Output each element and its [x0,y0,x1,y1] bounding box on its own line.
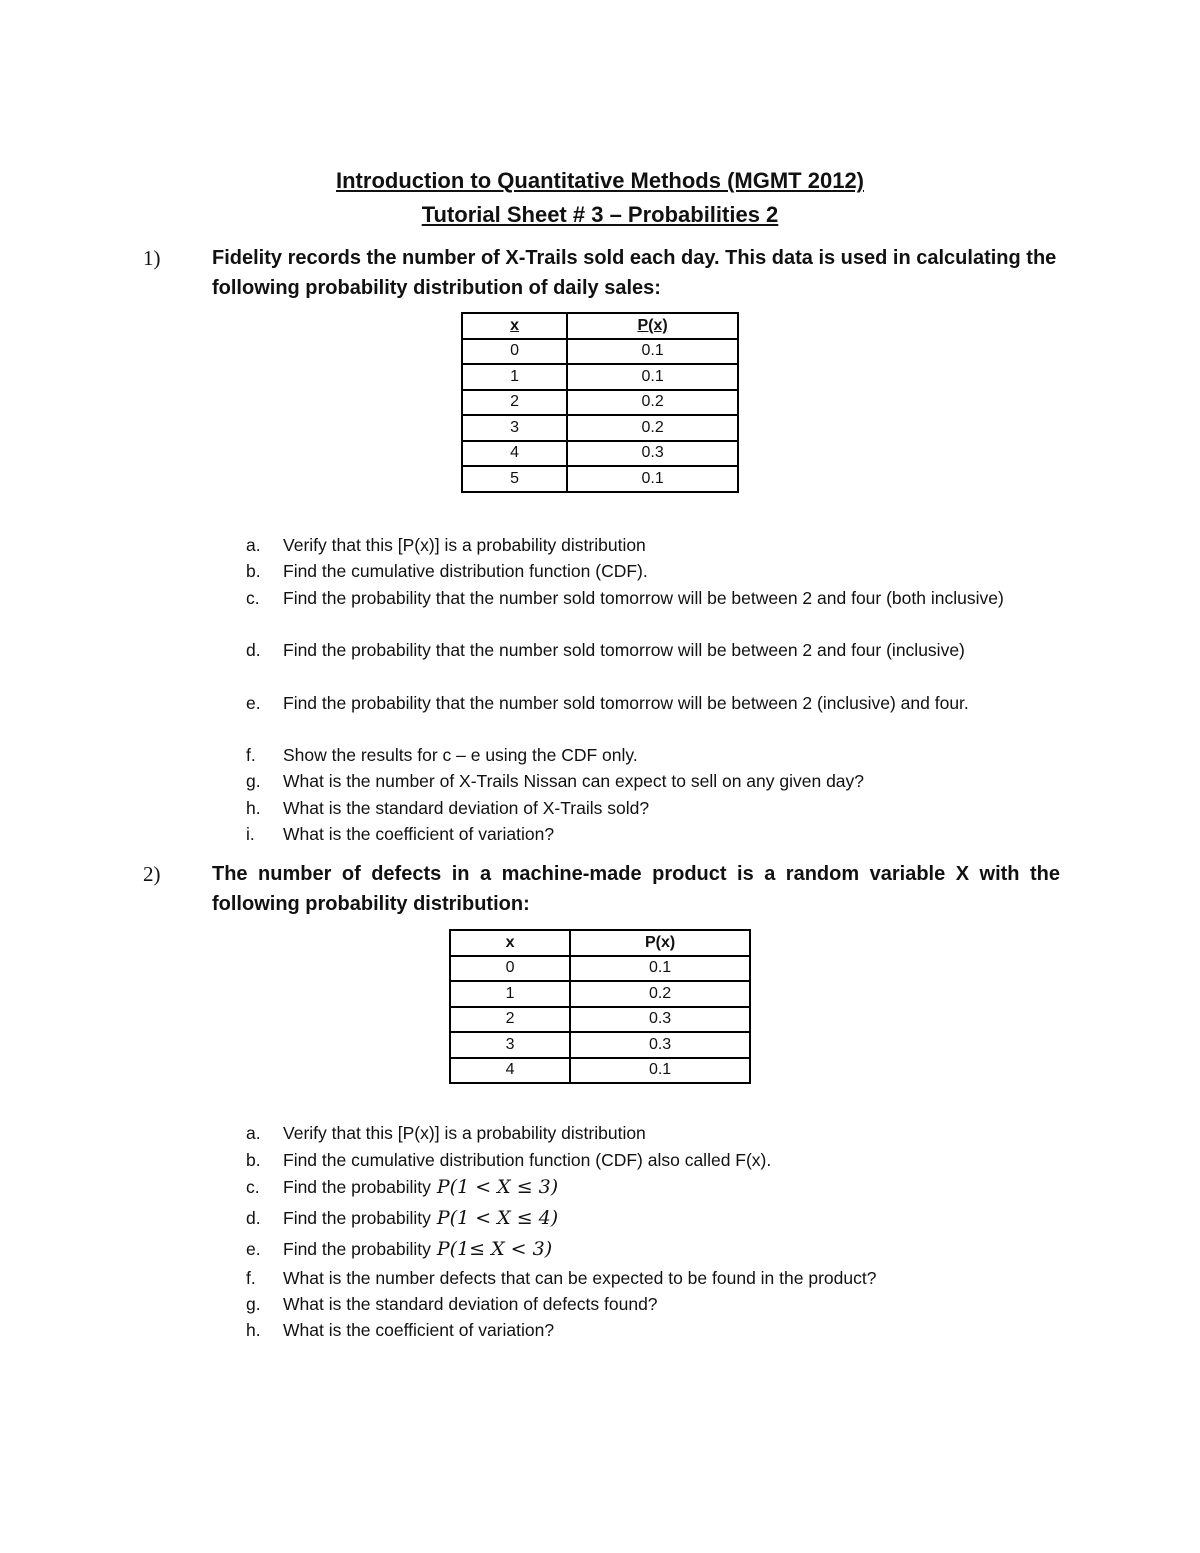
table-cell-x: 2 [462,390,567,416]
document-subtitle: Tutorial Sheet # 3 – Probabilities 2 [421,202,779,227]
q1-item-f [246,742,1066,768]
item-letter: e. [246,1239,261,1259]
item-letter: g. [246,771,261,791]
q1-item-e [246,690,1066,716]
table-header-px: P(x) [570,930,750,956]
q2-item-h [246,1317,1066,1343]
q1-item-g [246,768,1066,794]
table-row [462,339,738,365]
table-cell-x: 0 [462,339,567,365]
table-cell-x: 2 [450,1007,570,1033]
table-cell-x: 1 [450,981,570,1007]
table-cell-px: 0.3 [570,1032,750,1058]
item-letter: d. [246,1208,261,1228]
table-cell-px: 0.1 [570,1058,750,1084]
table-cell-px: 0.3 [570,1007,750,1033]
item-text: Find the probability that the number sold tomorrow will be between 2 (inclusive) and four. [283,693,969,713]
table-header-x: x [462,313,567,339]
table-cell-x: 0 [450,956,570,982]
item-letter: h. [246,1320,261,1340]
table-cell-x: 3 [450,1032,570,1058]
table-row [450,981,750,1007]
table-row [450,1058,750,1084]
table-cell-px: 0.1 [567,466,738,492]
item-letter: c. [246,1177,260,1197]
item-text: What is the number defects that can be expected to be found in the product? [283,1268,877,1288]
table-row [462,415,738,441]
item-text: Find the probability that the number sold tomorrow will be between 2 and four (inclusive) [283,640,965,660]
item-text: Find the probability P(1 < X ≤ 3) [283,1176,559,1198]
question-2-number: 2) [143,862,161,886]
item-text: Find the cumulative distribution function (CDF) also called F(x). [283,1150,772,1170]
table-cell-px: 0.2 [567,390,738,416]
q2-item-f [246,1265,1066,1291]
item-text: What is the coefficient of variation? [283,824,555,844]
probability-expression: P(1 < X ≤ 4) [436,1207,559,1229]
item-text: Find the probability that the number sold tomorrow will be between 2 and four (both inclusive) [283,588,1004,608]
probability-expression: P(1≤ X < 3) [436,1238,553,1260]
item-text: What is the standard deviation of X-Trails sold? [283,798,650,818]
q1-item-c [246,585,1066,611]
item-letter: i. [246,824,255,844]
table-cell-px: 0.3 [567,441,738,467]
q2-distribution-table [449,929,751,1084]
q2-item-c [246,1174,1066,1200]
table-header-row [462,313,738,339]
item-letter: h. [246,798,261,818]
item-letter: c. [246,588,260,608]
table-row [450,1032,750,1058]
q2-item-a [246,1120,1066,1146]
table-header-x: x [450,930,570,956]
probability-expression: P(1 < X ≤ 3) [436,1176,559,1198]
item-letter: b. [246,561,261,581]
table-header-row [450,930,750,956]
item-letter: d. [246,640,261,660]
item-text: Find the cumulative distribution function (CDF). [283,561,648,581]
table-cell-x: 4 [450,1058,570,1084]
item-text: Find the probability P(1≤ X < 3) [283,1238,553,1260]
table-cell-px: 0.2 [567,415,738,441]
item-text: Verify that this [P(x)] is a probability distribution [283,535,646,555]
table-row [462,390,738,416]
item-letter: f. [246,745,256,765]
item-text: Show the results for c – e using the CDF only. [283,745,638,765]
table-cell-px: 0.1 [570,956,750,982]
q1-item-b [246,558,1066,584]
q2-item-e [246,1236,1066,1262]
question-1-number: 1) [143,246,161,270]
question-1-intro: Fidelity records the number of X-Trails sold each day. This data is used in calculating the following probability distribution of daily sales: [212,247,1057,299]
item-text: What is the standard deviation of defects found? [283,1294,658,1314]
item-letter: e. [246,693,261,713]
document-title: Introduction to Quantitative Methods (MGMT 2012) [336,168,864,193]
question-2-intro: The number of defects in a machine-made product is a random variable X with the following probability distribution: [212,863,1060,915]
table-row [462,441,738,467]
q1-distribution-table [461,312,739,493]
table-cell-x: 4 [462,441,567,467]
table-cell-x: 3 [462,415,567,441]
q1-item-a [246,532,1066,558]
table-cell-x: 1 [462,364,567,390]
table-cell-px: 0.2 [570,981,750,1007]
table-cell-px: 0.1 [567,339,738,365]
item-text: What is the number of X-Trails Nissan can expect to sell on any given day? [283,771,865,791]
item-text: Find the probability P(1 < X ≤ 4) [283,1207,559,1229]
table-cell-px: 0.1 [567,364,738,390]
item-letter: b. [246,1150,261,1170]
table-row [462,466,738,492]
table-cell-x: 5 [462,466,567,492]
q2-item-d [246,1205,1066,1231]
item-letter: f. [246,1268,256,1288]
item-letter: g. [246,1294,261,1314]
table-row [450,1007,750,1033]
q2-item-g [246,1291,1066,1317]
item-text: What is the coefficient of variation? [283,1320,555,1340]
item-letter: a. [246,535,261,555]
item-text: Verify that this [P(x)] is a probability distribution [283,1123,646,1143]
table-row [450,956,750,982]
table-row [462,364,738,390]
q1-item-h [246,795,1066,821]
item-letter: a. [246,1123,261,1143]
q1-item-d [246,637,1066,663]
table-header-px: P(x) [567,313,738,339]
q2-item-b [246,1147,1066,1173]
q1-item-i [246,821,1066,847]
